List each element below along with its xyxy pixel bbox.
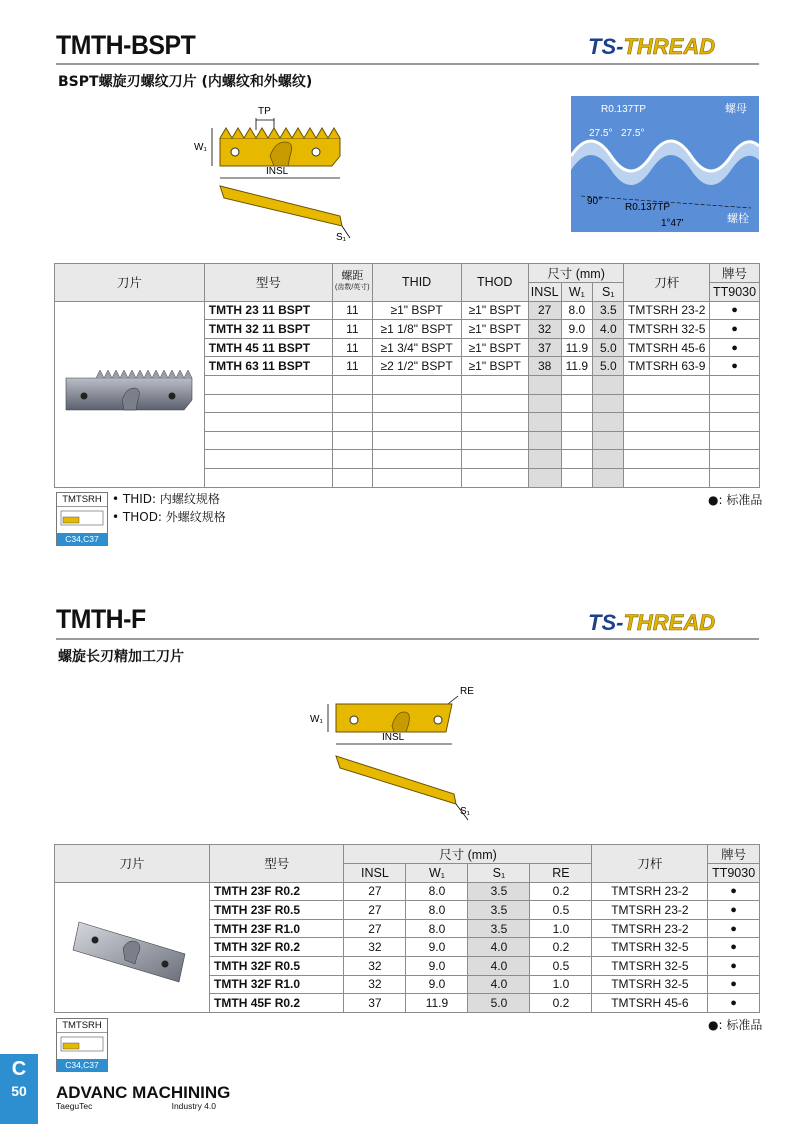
- brand-thread: THREAD: [623, 34, 716, 59]
- re-cell: 0.5: [530, 901, 592, 920]
- header-grade-2: 牌号: [708, 845, 760, 864]
- header-code-2: 型号: [210, 845, 344, 883]
- standard-note-1: ●: 标准品: [708, 493, 763, 507]
- insl-cell: 27: [344, 882, 406, 901]
- insert-image-cell-2: [55, 882, 210, 1012]
- r-top-label: R0.137TP: [601, 104, 647, 115]
- advance-machining-logo: [56, 1083, 230, 1111]
- header-grade-sub-2: TT9030: [708, 864, 760, 883]
- code-cell: TMTH 23F R0.5: [210, 901, 344, 920]
- w1-cell: 9.0: [406, 975, 468, 994]
- insl-cell: 32: [344, 956, 406, 975]
- code-cell: TMTH 23F R0.2: [210, 882, 344, 901]
- standard-note-2: ●: 标准品: [708, 1018, 763, 1032]
- grade-cell: ●: [708, 901, 760, 920]
- thid-cell: ≥1 3/4" BSPT: [372, 338, 461, 357]
- brand-thread-2: THREAD: [623, 610, 716, 635]
- header-w1: W₁: [561, 283, 593, 302]
- header-insert: 刀片: [55, 264, 205, 302]
- ts-thread-logo-2: [588, 610, 715, 636]
- s1-cell: 3.5: [593, 301, 624, 320]
- thod-cell: ≥1" BSPT: [461, 338, 528, 357]
- note-thod: • THOD: 外螺纹规格: [112, 510, 226, 524]
- header-insl-2: INSL: [344, 864, 406, 883]
- holder-cell: TMTSRH 45-6: [592, 994, 708, 1013]
- w1-cell: 8.0: [406, 882, 468, 901]
- notes-1: [112, 490, 226, 526]
- insl-label: INSL: [266, 166, 289, 177]
- code-cell: TMTH 63 11 BSPT: [204, 357, 332, 376]
- re-label: RE: [460, 686, 474, 697]
- insert-image-cell: [55, 301, 205, 487]
- logo-left: TaeguTec: [56, 1101, 93, 1111]
- angle-right-label: 27.5°: [621, 128, 645, 139]
- w1-cell: 11.9: [406, 994, 468, 1013]
- pitch-cell: 11: [333, 357, 373, 376]
- legend-foot-2: C34,C37: [57, 1059, 107, 1071]
- thread-profile-diagram: [571, 96, 759, 232]
- grade-cell: ●: [708, 938, 760, 957]
- w1-label: W₁: [194, 142, 207, 153]
- s1-cell: 3.5: [468, 901, 530, 920]
- re-cell: 0.2: [530, 882, 592, 901]
- insl-cell: 27: [344, 919, 406, 938]
- holder-icon: [57, 507, 107, 533]
- code-cell: TMTH 32F R1.0: [210, 975, 344, 994]
- legend-label: TMTSRH: [57, 493, 107, 507]
- holder-cell: TMTSRH 23-2: [592, 882, 708, 901]
- grade-cell: ●: [708, 956, 760, 975]
- s1-label-2: S₁: [460, 806, 471, 817]
- insl-cell: 38: [528, 357, 561, 376]
- header-holder-2: 刀杆: [592, 845, 708, 883]
- angle-left-label: 27.5°: [589, 128, 613, 139]
- bspt-spec-table: [54, 263, 760, 488]
- header-dims-2: 尺寸 (mm): [344, 845, 592, 864]
- holder-cell: TMTSRH 32-5: [592, 975, 708, 994]
- holder-cell: TMTSRH 23-2: [592, 919, 708, 938]
- header-re-2: RE: [530, 864, 592, 883]
- holder-cell: TMTSRH 45-6: [624, 338, 710, 357]
- section2-title: TMTH-F: [56, 604, 146, 634]
- re-cell: 1.0: [530, 919, 592, 938]
- w1-cell: 9.0: [406, 938, 468, 957]
- insl-cell: 32: [344, 938, 406, 957]
- code-cell: TMTH 32 11 BSPT: [204, 320, 332, 339]
- insl-cell: 32: [344, 975, 406, 994]
- header-pitch-label: 螺距: [341, 270, 364, 283]
- ts-thread-logo: [588, 34, 715, 60]
- note-thid: • THID: 内螺纹规格: [112, 492, 220, 506]
- tp-label: TP: [258, 106, 271, 117]
- thod-cell: ≥1" BSPT: [461, 357, 528, 376]
- header-insert-2: 刀片: [55, 845, 210, 883]
- s1-cell: 4.0: [468, 975, 530, 994]
- legend-label-2: TMTSRH: [57, 1019, 107, 1033]
- header-holder: 刀杆: [624, 264, 710, 302]
- holder-cell: TMTSRH 23-2: [624, 301, 710, 320]
- re-cell: 0.2: [530, 994, 592, 1013]
- grade-cell: ●: [710, 338, 760, 357]
- insl-cell: 27: [344, 901, 406, 920]
- logo-right: Industry 4.0: [171, 1101, 216, 1111]
- s1-cell: 4.0: [593, 320, 624, 339]
- re-cell: 0.2: [530, 938, 592, 957]
- grade-cell: ●: [708, 882, 760, 901]
- w1-cell: 8.0: [561, 301, 593, 320]
- finishing-insert-diagram: [300, 680, 500, 828]
- header-s1: S₁: [593, 283, 624, 302]
- angle-90-label: 90°: [587, 196, 603, 207]
- pitch-cell: 11: [333, 320, 373, 339]
- thod-cell: ≥1" BSPT: [461, 320, 528, 339]
- s1-label: S₁: [336, 232, 347, 243]
- holder-legend-2: [56, 1018, 108, 1072]
- header-insl: INSL: [528, 283, 561, 302]
- w1-cell: 11.9: [561, 357, 593, 376]
- bolt-label: 螺栓: [727, 213, 749, 225]
- brand-ts: TS-: [588, 34, 624, 59]
- re-cell: 1.0: [530, 975, 592, 994]
- insl-cell: 37: [344, 994, 406, 1013]
- s1-cell: 3.5: [468, 882, 530, 901]
- w1-cell: 9.0: [406, 956, 468, 975]
- grade-cell: ●: [710, 301, 760, 320]
- grade-cell: ●: [708, 919, 760, 938]
- legend-foot: C34,C37: [57, 533, 107, 545]
- w1-cell: 8.0: [406, 919, 468, 938]
- grade-cell: ●: [710, 320, 760, 339]
- brand-ts-2: TS-: [588, 610, 624, 635]
- header-s1-2: S₁: [468, 864, 530, 883]
- holder-cell: TMTSRH 63-9: [624, 357, 710, 376]
- finishing-spec-table: [54, 844, 760, 1013]
- s1-cell: 4.0: [468, 938, 530, 957]
- page-letter: C: [11, 1058, 27, 1080]
- code-cell: TMTH 23 11 BSPT: [204, 301, 332, 320]
- s1-cell: 4.0: [468, 956, 530, 975]
- code-cell: TMTH 45F R0.2: [210, 994, 344, 1013]
- holder-icon-2: [57, 1033, 107, 1059]
- holder-cell: TMTSRH 23-2: [592, 901, 708, 920]
- w1-label-2: W₁: [310, 714, 323, 725]
- bspt-insert-diagram: [190, 98, 370, 258]
- code-cell: TMTH 32F R0.5: [210, 956, 344, 975]
- thid-cell: ≥1 1/8" BSPT: [372, 320, 461, 339]
- pitch-cell: 11: [333, 301, 373, 320]
- thid-cell: ≥2 1/2" BSPT: [372, 357, 461, 376]
- thid-cell: ≥1" BSPT: [372, 301, 461, 320]
- w1-cell: 11.9: [561, 338, 593, 357]
- pitch-cell: 11: [333, 338, 373, 357]
- nut-label: 螺母: [725, 103, 747, 115]
- section1-rule: [56, 63, 759, 65]
- code-cell: TMTH 23F R1.0: [210, 919, 344, 938]
- logo-main: ADVANC MACHINING: [56, 1083, 231, 1102]
- w1-cell: 9.0: [561, 320, 593, 339]
- header-grade-sub: TT9030: [710, 283, 760, 302]
- header-grade: 牌号: [710, 264, 760, 283]
- holder-legend-1: [56, 492, 108, 546]
- header-w1-2: W₁: [406, 864, 468, 883]
- holder-cell: TMTSRH 32-5: [592, 956, 708, 975]
- insl-label-2: INSL: [382, 732, 405, 743]
- header-code: 型号: [204, 264, 332, 302]
- w1-cell: 8.0: [406, 901, 468, 920]
- bspt-insert-photo: [56, 364, 202, 424]
- code-cell: TMTH 45 11 BSPT: [204, 338, 332, 357]
- table-row: [55, 882, 760, 901]
- header-dims: 尺寸 (mm): [528, 264, 624, 283]
- header-pitch: [333, 264, 373, 302]
- section1-subtitle: BSPT螺旋刃螺纹刀片 (内螺纹和外螺纹): [58, 74, 313, 90]
- holder-cell: TMTSRH 32-5: [624, 320, 710, 339]
- insl-cell: 27: [528, 301, 561, 320]
- grade-cell: ●: [708, 994, 760, 1013]
- s1-cell: 5.0: [593, 357, 624, 376]
- header-thod: THOD: [461, 264, 528, 302]
- insl-cell: 37: [528, 338, 561, 357]
- section2-subtitle: 螺旋长刃精加工刀片: [58, 649, 184, 665]
- s1-cell: 3.5: [468, 919, 530, 938]
- s1-cell: 5.0: [468, 994, 530, 1013]
- thod-cell: ≥1" BSPT: [461, 301, 528, 320]
- s1-cell: 5.0: [593, 338, 624, 357]
- header-pitch-sub: (齿数/英寸): [335, 284, 370, 292]
- grade-cell: ●: [708, 975, 760, 994]
- holder-cell: TMTSRH 32-5: [592, 938, 708, 957]
- section2-rule: [56, 638, 759, 640]
- section1-title: TMTH-BSPT: [56, 30, 196, 60]
- insl-cell: 32: [528, 320, 561, 339]
- grade-cell: ●: [710, 357, 760, 376]
- page-number: 50: [11, 1083, 27, 1099]
- page-tab: [0, 1054, 38, 1124]
- r-bottom-label: R0.137TP: [625, 202, 671, 213]
- table-row: [55, 301, 760, 320]
- re-cell: 0.5: [530, 956, 592, 975]
- angle-147-label: 1°47': [661, 218, 684, 229]
- code-cell: TMTH 32F R0.2: [210, 938, 344, 957]
- finishing-insert-photo: [59, 892, 205, 1002]
- header-thid: THID: [372, 264, 461, 302]
